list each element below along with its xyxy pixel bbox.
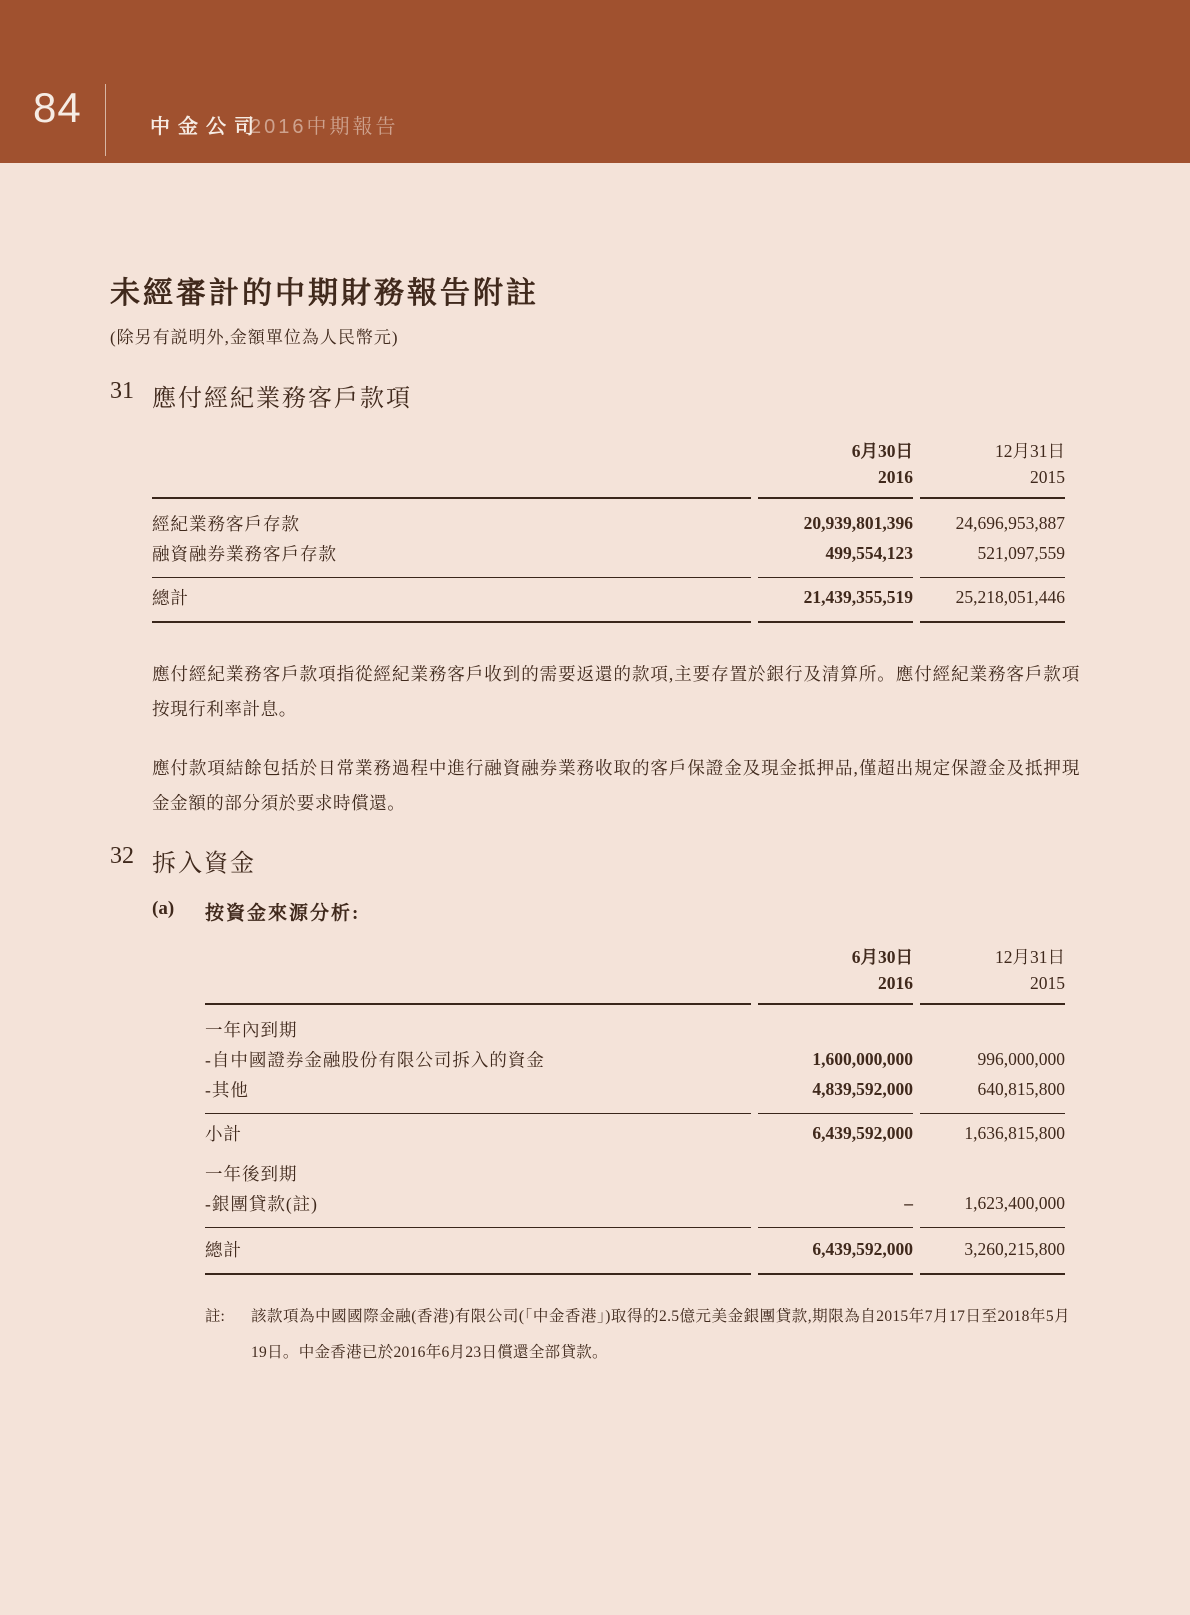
row-value-2015: 640,815,800 [977,1079,1065,1099]
table-row [152,539,1065,569]
section-31-title: 應付經紀業務客戶款項 [152,385,412,412]
row-label: -其他 [205,1080,249,1100]
row-value-2015: 24,696,953,887 [955,513,1065,533]
table-total-row [152,583,1065,613]
total-label: 總計 [152,588,189,608]
section-32-heading [110,843,1080,878]
section-31-heading [110,378,1080,413]
col-2015-date: 12月31日 [995,946,1065,967]
total-value-2016: 6,439,592,000 [812,1239,913,1259]
footnote-text: 該款項為中國國際金融(香港)有限公司(「中金香港」)取得的2.5億元美金銀團貸款,期限為自2015年7月17日至2018年5月19日。中金香港已於2016年6月23日償還全部貸款。 [251,1307,1070,1361]
total-label: 總計 [205,1240,242,1260]
table-header-row [205,970,1065,997]
total-value-2015: 3,260,215,800 [964,1239,1065,1259]
col-2015-year: 2015 [1030,466,1065,487]
footnote-label: 註: [205,1307,225,1325]
section-32-title: 拆入資金 [152,850,256,877]
section-32a-heading [152,898,1080,925]
row-value-2015: 996,000,000 [977,1049,1065,1069]
table-row [205,1045,1065,1075]
note31-paragraph-2: 應付款項結餘包括於日常業務過程中進行融資融券業務收取的客戶保證金及現金抵押品,僅超出規定保證金及抵押現金金額的部分須於要求時償還。 [152,757,1080,813]
table-subtotal-row [205,1119,1065,1149]
group-label: 一年內到期 [205,1020,298,1040]
group-label: 一年後到期 [205,1164,298,1184]
company-name: 中金公司 [150,116,262,138]
row-label: -自中國證券金融股份有限公司拆入的資金 [205,1050,545,1070]
total-value-2016: 21,439,355,519 [803,587,913,607]
report-title: 2016中期報告 [250,116,399,138]
row-value-2016: 4,839,592,000 [812,1079,913,1099]
row-value-2016: 20,939,801,396 [803,513,913,533]
row-value-2016: – [904,1193,913,1213]
subtotal-value-2016: 6,439,592,000 [812,1123,913,1143]
table-group-row [205,1159,1065,1189]
document-title: 未經審計的中期財務報告附註 [110,277,539,310]
section-32-number: 32 [110,842,134,869]
section-32a-title: 按資金來源分析: [205,902,361,924]
note31-table [152,437,1065,621]
row-value-2016: 1,600,000,000 [812,1049,913,1069]
col-2016-year: 2016 [878,466,913,487]
header-divider [105,84,106,156]
page-content [0,275,1190,1371]
row-label: 經紀業務客戶存款 [152,514,300,534]
table-total-row [205,1235,1065,1265]
row-value-2015: 1,623,400,000 [964,1193,1065,1213]
col-2016-date: 6月30日 [851,440,913,461]
note32-footnote [205,1299,1070,1371]
document-subtitle: (除另有説明外,金額單位為人民幣元) [110,327,399,347]
table-row [205,1189,1065,1219]
subtotal-value-2015: 1,636,815,800 [964,1123,1065,1143]
table-header-row [152,437,1065,464]
section-32a-label: (a) [152,897,175,919]
col-2015-year: 2015 [1030,972,1065,993]
subtotal-label: 小計 [205,1124,242,1144]
col-2016-date: 6月30日 [851,946,913,967]
note31-paragraph-1: 應付經紀業務客戶款項指從經紀業務客戶收到的需要返還的款項,主要存置於銀行及清算所。應付經紀業務客戶款項按現行利率計息。 [152,663,1080,719]
page-header-band [0,0,1190,163]
row-label: -銀團貸款(註) [205,1194,318,1214]
table-group-row [205,1015,1065,1045]
col-2016-year: 2016 [878,972,913,993]
section-31-number: 31 [110,377,134,404]
page-number: 84 [33,84,82,131]
table-header-row [152,464,1065,491]
row-value-2016: 499,554,123 [825,543,913,563]
row-value-2015: 521,097,559 [977,543,1065,563]
col-2015-date: 12月31日 [995,440,1065,461]
total-value-2015: 25,218,051,446 [955,587,1065,607]
row-label: 融資融券業務客戶存款 [152,544,337,564]
table-row [152,509,1065,539]
table-row [205,1075,1065,1105]
table-header-row [205,943,1065,970]
note32-table [205,943,1065,1273]
